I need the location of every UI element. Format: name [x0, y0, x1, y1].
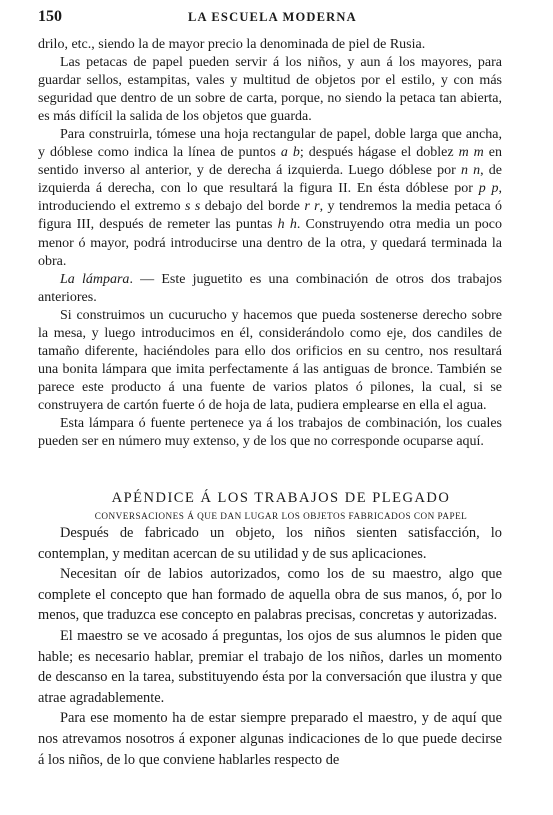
text-run: Para construirla, tómese una hoja rectangular de papel, doble larga que ancha, y dóblese como indica la línea de puntos — [38, 127, 502, 161]
paragraph-lampara-combination: Esta lámpara ó fuente pertenece ya á los trabajos de combinación, los cuales pueden ser en número muy extenso, y de los que no corresponde ocuparse aquí. — [38, 415, 502, 450]
appendix-paragraph: Necesitan oír de labios autorizados, como los de su maestro, algo que complete el concepto que han formado de aquella obra de sus manos, ó, por lo menos, que traduzca ese concepto en palabras precisas, concretas y autorizadas. — [38, 566, 502, 624]
italic-label-rr: r r — [304, 199, 320, 215]
paragraph-lampara-intro — [38, 271, 502, 307]
text-run: . Construyendo otra media un poco menor ó mayor, podrá introducirse una dentro de la otra, y quedará terminada la obra. — [38, 217, 502, 269]
italic-label-ab: a b — [280, 145, 300, 161]
appendix-paragraph: El maestro se ve acosado á preguntas, los ojos de sus alumnos le piden que hable; es necesario hablar, premiar el trabajo de los niños, darles un momento de descanso en la tarea, substituyendo ésta por la conversación que ilustra y que atrae agradablemente. — [38, 628, 502, 706]
appendix-subtitle: CONVERSACIONES Á QUE DAN LUGAR LOS OBJETOS FABRICADOS CON PAPEL — [94, 511, 468, 522]
text-run: , introduciendo el extremo — [38, 181, 502, 215]
section-heading-lampara: La lámpara — [60, 271, 130, 287]
page-number: 150 — [38, 8, 62, 25]
italic-label-hh: h h — [277, 217, 297, 233]
italic-label-ss: s s — [185, 199, 201, 215]
running-title: LA ESCUELA MODERNA — [188, 10, 357, 24]
italic-label-nn: n n — [460, 163, 481, 179]
appendix-paragraph: Después de fabricado un objeto, los niños sienten satisfacción, lo contemplan, y meditan acercan de su utilidad y de sus aplicaciones. — [38, 525, 502, 562]
text-run: debajo del borde — [200, 199, 305, 215]
paragraph-continuation: drilo, etc., siendo la de mayor precio la denominada de piel de Rusia. — [38, 37, 426, 52]
text-run: , de izquierda á derecha, con lo que resultará la figura II. En ésta dóblese por — [38, 163, 503, 197]
body-text — [38, 36, 502, 770]
section-gap — [38, 451, 502, 487]
text-run: , y tendremos la media petaca ó figura III, después de remeter las puntas — [38, 199, 503, 233]
italic-label-mm: m m — [458, 145, 484, 161]
appendix-paragraph: Para ese momento ha de estar siempre preparado el maestro, y de aquí que nos atrevamos nosotros á exponer algunas indicaciones de lo que puede decirse á los niños, de lo que conviene hablarles respecto de — [38, 710, 502, 768]
text-run: ; después hágase el doblez — [299, 145, 459, 161]
text-run: en sentido inverso al anterior, y de derecha á izquierda. Luego dóblese por — [38, 145, 502, 179]
running-head — [38, 8, 503, 28]
paragraph-petacas-uses: Las petacas de papel pueden servir á los niños, y aun á los mayores, para guardar sellos, estampitas, vales y multitud de objetos por el estilo, y con más seguridad que dentro de un sobre de carta, porque, no siendo la petaca tan abierta, es más difícil la salida de los objetos que guarda. — [38, 55, 502, 125]
italic-label-pp: p p — [478, 181, 499, 197]
paragraph-petaca-construction — [38, 126, 502, 270]
text-run: . — Este juguetito es una combinación de otros dos trabajos anteriores. — [38, 271, 502, 305]
paragraph-lampara-construction: Si construimos un cucurucho y hacemos que pueda sostenerse derecho sobre la mesa, y luego introducimos en él, considerándolo como eje, dos candiles de tamaño diferente, haciéndoles para ello dos orificios en su centro, nos resultará una bonita lámpara que imita perfectamente á las antiguas de bronce. También se parece este producto á una fuente de varios platos ó pilones, la cual, si se construyera de cartón fuerte ó de hoja de lata, pudiera emplearse en ella el agua. — [38, 307, 502, 413]
appendix-title: APÉNDICE Á LOS TRABAJOS DE PLEGADO — [111, 490, 451, 507]
